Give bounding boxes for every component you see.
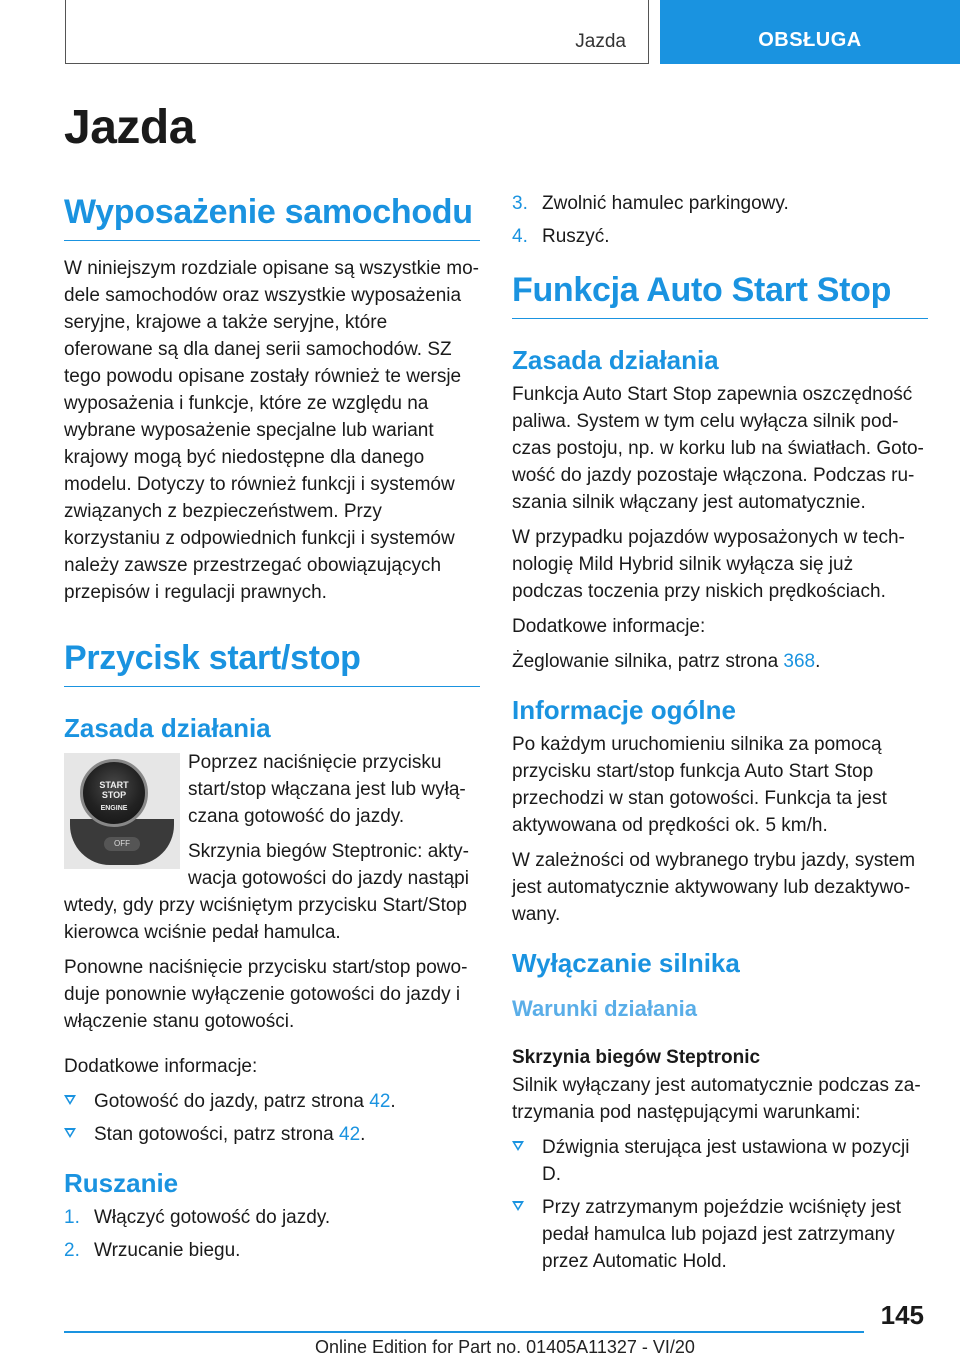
more-info-list-left [64, 1088, 480, 1148]
triangle-bullet-icon [64, 1128, 76, 1138]
off-button-label: OFF [104, 837, 140, 851]
button-label-start: START [99, 780, 129, 790]
heading-steptronic: Skrzynia biegów Steptronic [512, 1047, 761, 1068]
page-number: 145 [880, 1300, 924, 1330]
heading-conditions: Warunki działania [512, 996, 698, 1021]
start-stop-button-icon [80, 759, 148, 827]
more-info-label-right: Dodatkowe informacje: [512, 616, 706, 637]
heading-drive-off: Ruszanie [64, 1168, 179, 1198]
page-title: Jazda [64, 101, 195, 154]
list-item: 2. Wrzucanie biegu. [64, 1240, 241, 1261]
page-link[interactable]: 42 [369, 1091, 391, 1112]
heading-engine-off: Wyłączanie silnika [512, 948, 740, 978]
list-item: Gotowość do jazdy, patrz strona 42. [64, 1088, 480, 1115]
heading-general-info: Informacje ogólne [512, 695, 736, 725]
paragraph-principle-1: Poprzez naciśnięcie przycisku start/stop włączana jest lub wyłączana gotowość do jazdy. [188, 752, 466, 827]
heading-start-stop-button: Przycisk start/stop [64, 636, 480, 687]
header-section-title: Jazda [575, 31, 626, 52]
button-label-engine: ENGINE [100, 805, 128, 812]
triangle-bullet-icon [512, 1201, 524, 1211]
heading-principle-left: Zasada działania [64, 713, 271, 743]
drive-off-steps-continued [512, 190, 928, 250]
button-label-stop: STOP [101, 790, 127, 800]
start-stop-button-image [64, 753, 180, 869]
page-header [0, 0, 960, 66]
paragraph-equipment: W niniejszym rozdziale opisane są wszystkie modele samochodów oraz wszystkie wyposażenia seryjne, krajowe a także seryjne, które oferowane są dla danej serii samochodów. SZ tego powodu opisane zostały również te wersje wyposażenia i funkcje, które ze względu na wybrane wyposażenie specjalne lub wariant krajowy mogą być niedostępne dla danego modelu. Dotyczy to również funkcji i systemów związanych z bezpieczeństwem. Przy korzystaniu z odpowiednich funkcji i systemów należy zawsze przestrzegać obowiązujących przepisów i regulacji prawnych. [64, 258, 479, 603]
list-item: Dźwignia sterująca jest ustawiona w pozycji D. [512, 1134, 928, 1188]
drive-off-steps [64, 1204, 480, 1264]
paragraph-principle-3: Ponowne naciśnięcie przycisku start/stop powoduje ponownie wyłączenie gotowości do jazdy i włączenie stanu gotowości. [64, 957, 468, 1032]
footer-edition: Online Edition for Part no. 01405A11327 - VI/20 [315, 1337, 695, 1357]
conditions-list [512, 1134, 928, 1275]
paragraph-steptronic: Silnik wyłączany jest automatycznie podczas zatrzymania pod następującymi warunkami: [512, 1075, 921, 1123]
heading-auto-start-stop: Funkcja Auto Start Stop [512, 268, 928, 319]
paragraph-general-1: Po każdym uruchomieniu silnika za pomocą przycisku start/stop funkcja Auto Start Stop przechodzi w stan gotowości. Funkcja ta jest aktywowana od prędkości ok. 5 km/h. [512, 734, 887, 836]
list-item: Przy zatrzymanym pojeździe wciśnięty jest pedał hamulca lub pojazd jest zatrzymany przez Automatic Hold. [512, 1194, 928, 1275]
header-chapter-tab[interactable]: OBSŁUGA [660, 0, 960, 64]
paragraph-auto-principle-1: Funkcja Auto Start Stop zapewnia oszczędność paliwa. System w tym celu wyłącza silnik podczas postoju, np. w korku lub na światłach. Gotowość do jazdy pozostaje włączona. Podczas ruszania silnik włączany jest automatycznie. [512, 384, 924, 513]
footer-divider [64, 1331, 864, 1333]
list-item: 1. Włączyć gotowość do jazdy. [64, 1207, 331, 1228]
page-link[interactable]: 368 [783, 651, 816, 672]
paragraph-sailing: Żeglowanie silnika, patrz strona 368. [512, 651, 821, 672]
list-item: 3. Zwolnić hamulec parkingowy. [512, 193, 789, 214]
paragraph-principle-2: Skrzynia biegów Steptronic: aktywacja gotowości do jazdy nastąpi wtedy, gdy przy wciśniętym przycisku Start/Stop kierowca wciśnie pedał hamulca. [64, 841, 469, 943]
heading-equipment: Wyposażenie samochodu [64, 190, 480, 241]
paragraph-general-2: W zależności od wybranego trybu jazdy, system jest automatycznie aktywowany lub dezaktywowany. [512, 850, 916, 925]
left-column [64, 190, 480, 1272]
triangle-bullet-icon [64, 1095, 76, 1105]
header-section-box [65, 0, 649, 64]
list-item: 4. Ruszyć. [512, 226, 610, 247]
right-column [512, 190, 928, 1283]
heading-principle-right: Zasada działania [512, 345, 719, 375]
triangle-bullet-icon [512, 1141, 524, 1151]
page-link[interactable]: 42 [339, 1124, 361, 1145]
list-item: Stan gotowości, patrz strona 42. [64, 1121, 480, 1148]
more-info-label-left: Dodatkowe informacje: [64, 1056, 258, 1077]
paragraph-auto-principle-2: W przypadku pojazdów wyposażonych w technologię Mild Hybrid silnik wyłącza się już podczas toczenia przy niskich prędkościach. [512, 527, 905, 602]
